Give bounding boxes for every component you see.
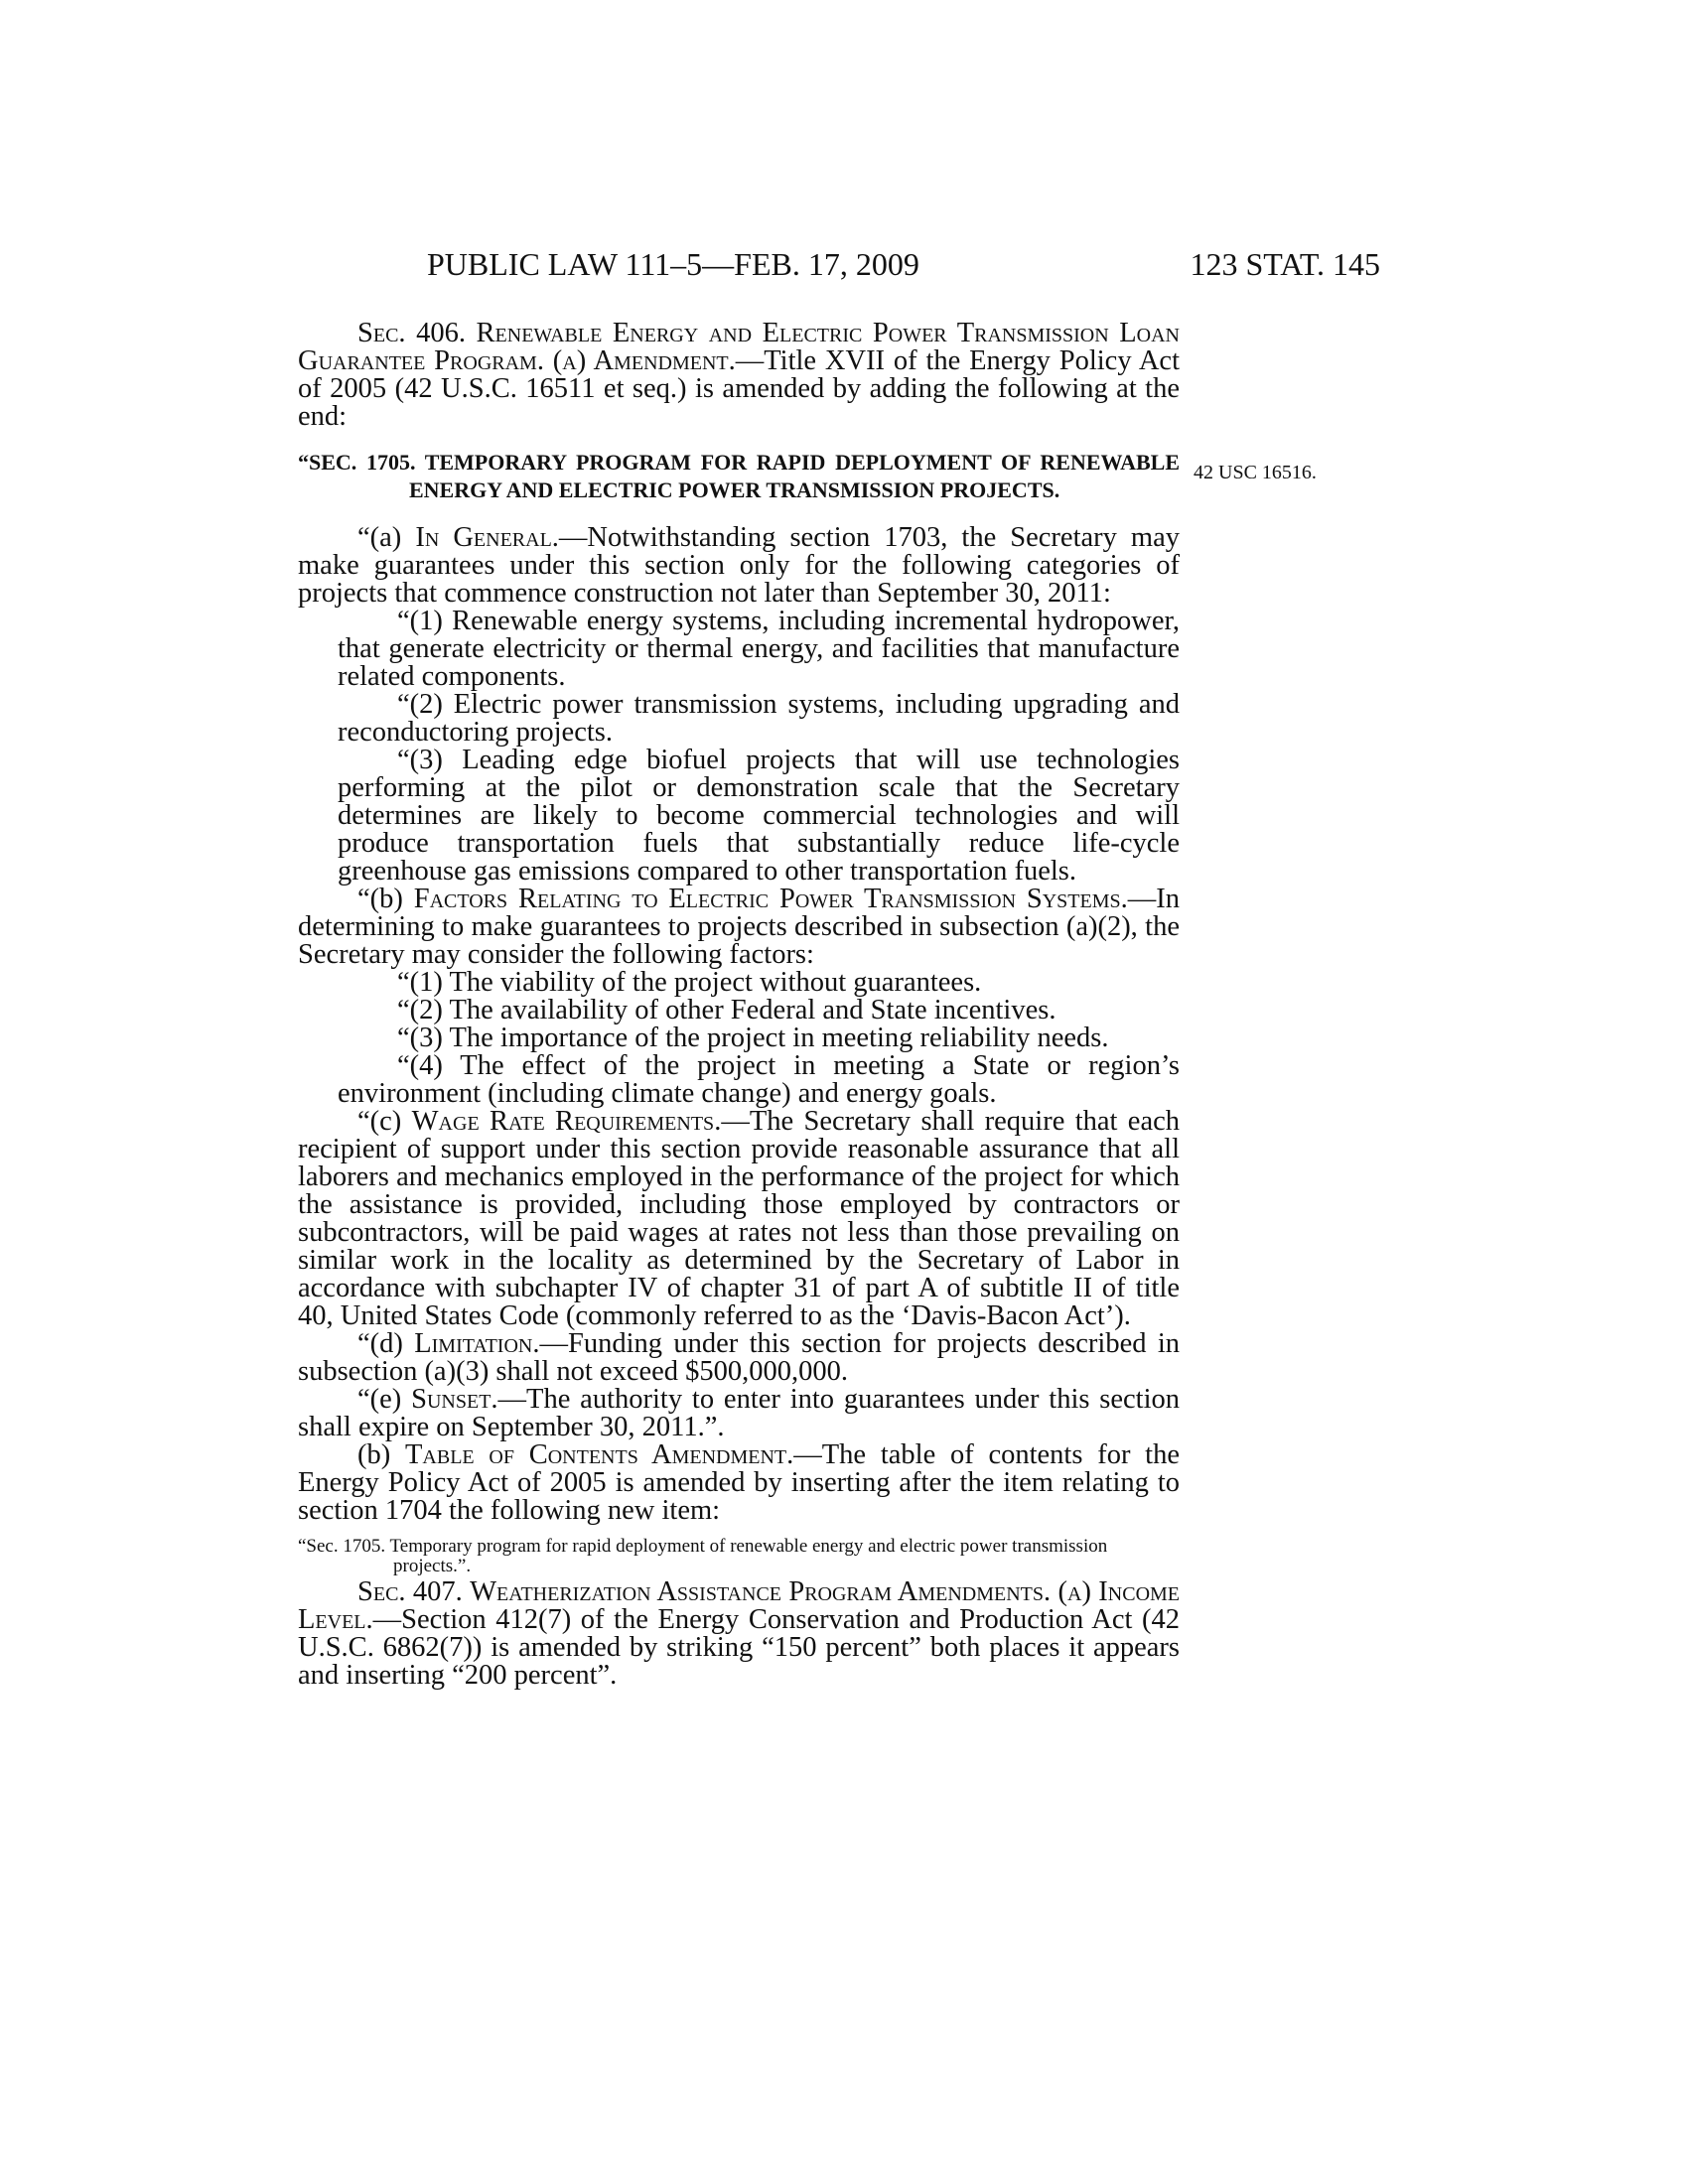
sec-407-a-label: (a) Income Level: [298, 1576, 1181, 1635]
subsection-c-heading: Wage Rate Requirements: [411, 1106, 715, 1137]
subsection-d-heading: Limitation: [414, 1328, 533, 1359]
toc-amendment-prefix: (b): [357, 1439, 405, 1470]
subsection-c-text: .—The Secretary shall require that each recipient of support under this section provide reasonable assurance that all laborers and mechanics employed in the performance of the project for which the assistance is provided, including those employed by contractors or subcontractors, will be paid wages at rates not less than those prevailing on similar work in the locality as determined by the Secretary of Labor in accordance with subchapter IV of chapter 31 of part A of subtitle II of title 40, United States Code (commonly referred to as the ‘Davis-Bacon Act’).: [298, 1106, 1181, 1331]
subsection-c: [298, 1108, 1180, 1330]
subsection-a-text: .—Notwithstanding section 1703, the Secretary may make guarantees under this section only for the following categories of projects that commence construction not later than September 30, 2011:: [298, 522, 1180, 609]
sec-406-paragraph: [298, 320, 1180, 431]
sec-406-a-label: (a) Amendment: [552, 345, 729, 376]
subsection-d-prefix: “(d): [357, 1328, 415, 1359]
subsection-b-item-4: “(4) The effect of the project in meeting a State or region’s environment (including climate change) and energy goals.: [338, 1050, 1180, 1109]
toc-amendment-heading: Table of Contents Amendment: [405, 1439, 787, 1470]
document-body: [298, 320, 1180, 1690]
toc-amendment-text: .—The table of contents for the Energy Policy Act of 2005 is amended by inserting after the item relating to section 1704 the following new item:: [298, 1439, 1181, 1526]
subsection-e-text: .—The authority to enter into guarantees under this section shall expire on September 30, 2011.”.: [298, 1384, 1181, 1442]
subsection-e-heading: Sunset: [411, 1384, 492, 1415]
subsection-b-text: .—In determining to make guarantees to projects described in subsection (a)(2), the Secretary may consider the following factors:: [298, 884, 1180, 970]
page-number: 123 STAT. 145: [1190, 246, 1380, 282]
subsection-a-item-2: “(2) Electric power transmission systems, including upgrading and reconductoring projects.: [338, 689, 1180, 748]
margin-note: 42 USC 16516.: [1194, 462, 1317, 483]
sec-407-a-text: .—Section 412(7) of the Energy Conservation and Production Act (42 U.S.C. 6862(7)) is amended by striking “150 percent” both places it appears and inserting “200 percent”.: [298, 1604, 1180, 1691]
running-title: PUBLIC LAW 111–5—FEB. 17, 2009: [427, 246, 919, 282]
sec-406-a-text: .—Title XVII of the Energy Policy Act of 2005 (42 U.S.C. 16511 et seq.) is amended by adding the following at the end:: [298, 345, 1180, 432]
sec-407-title: Weatherization Assistance Program Amendments.: [470, 1576, 1052, 1607]
subsection-e: [298, 1386, 1180, 1441]
subsection-d: [298, 1330, 1180, 1386]
subsection-d-text: .—Funding under this section for projects described in subsection (a)(3) shall not exceed $500,000,000.: [298, 1328, 1180, 1387]
subsection-b-item-3: “(3) The importance of the project in meeting reliability needs.: [397, 1023, 1109, 1053]
subsection-a: [298, 524, 1180, 608]
subsection-a-item-3: “(3) Leading edge biofuel projects that will use technologies performing at the pilot or demonstration scale that the Secretary determines are likely to become commercial technologies and will produce transportation fuels that substantially reduce life-cycle greenhouse gas emissions compared to other transportation fuels.: [338, 745, 1180, 887]
subsection-b-prefix: “(b): [357, 884, 414, 914]
subsection-b-heading: Factors Relating to Electric Power Transmission Systems: [413, 884, 1121, 914]
subsection-b: [298, 886, 1180, 969]
subsection-e-prefix: “(e): [357, 1384, 412, 1415]
subsection-b-item-2: “(2) The availability of other Federal and State incentives.: [397, 995, 1056, 1025]
toc-new-item: “Sec. 1705. Temporary program for rapid deployment of renewable energy and electric power transmission projects.”.: [298, 1536, 1108, 1576]
subsection-a-heading: In General: [415, 522, 552, 553]
subsection-b-item-1: “(1) The viability of the project without guarantees.: [397, 967, 982, 998]
toc-amendment: [298, 1441, 1180, 1525]
sec-406-label: Sec. 406.: [357, 318, 466, 348]
sec-407-paragraph: [298, 1578, 1180, 1690]
page-header: [298, 246, 1380, 294]
sec-407-label: Sec. 407.: [357, 1576, 463, 1607]
subsection-c-prefix: “(c): [357, 1106, 412, 1137]
subsection-a-item-1: “(1) Renewable energy systems, including incremental hydropower, that generate electricity or thermal energy, and facilities that manufacture related components.: [338, 606, 1180, 692]
sec-406-title: Renewable Energy and Electric Power Transmission Loan Guarantee Program.: [298, 318, 1180, 376]
subsection-a-prefix: “(a): [357, 522, 416, 553]
sec-1705-heading: “SEC. 1705. TEMPORARY PROGRAM FOR RAPID DEPLOYMENT OF RENEWABLE ENERGY AND ELECTRIC POWER TRANSMISSION PROJECTS.: [298, 450, 1180, 502]
